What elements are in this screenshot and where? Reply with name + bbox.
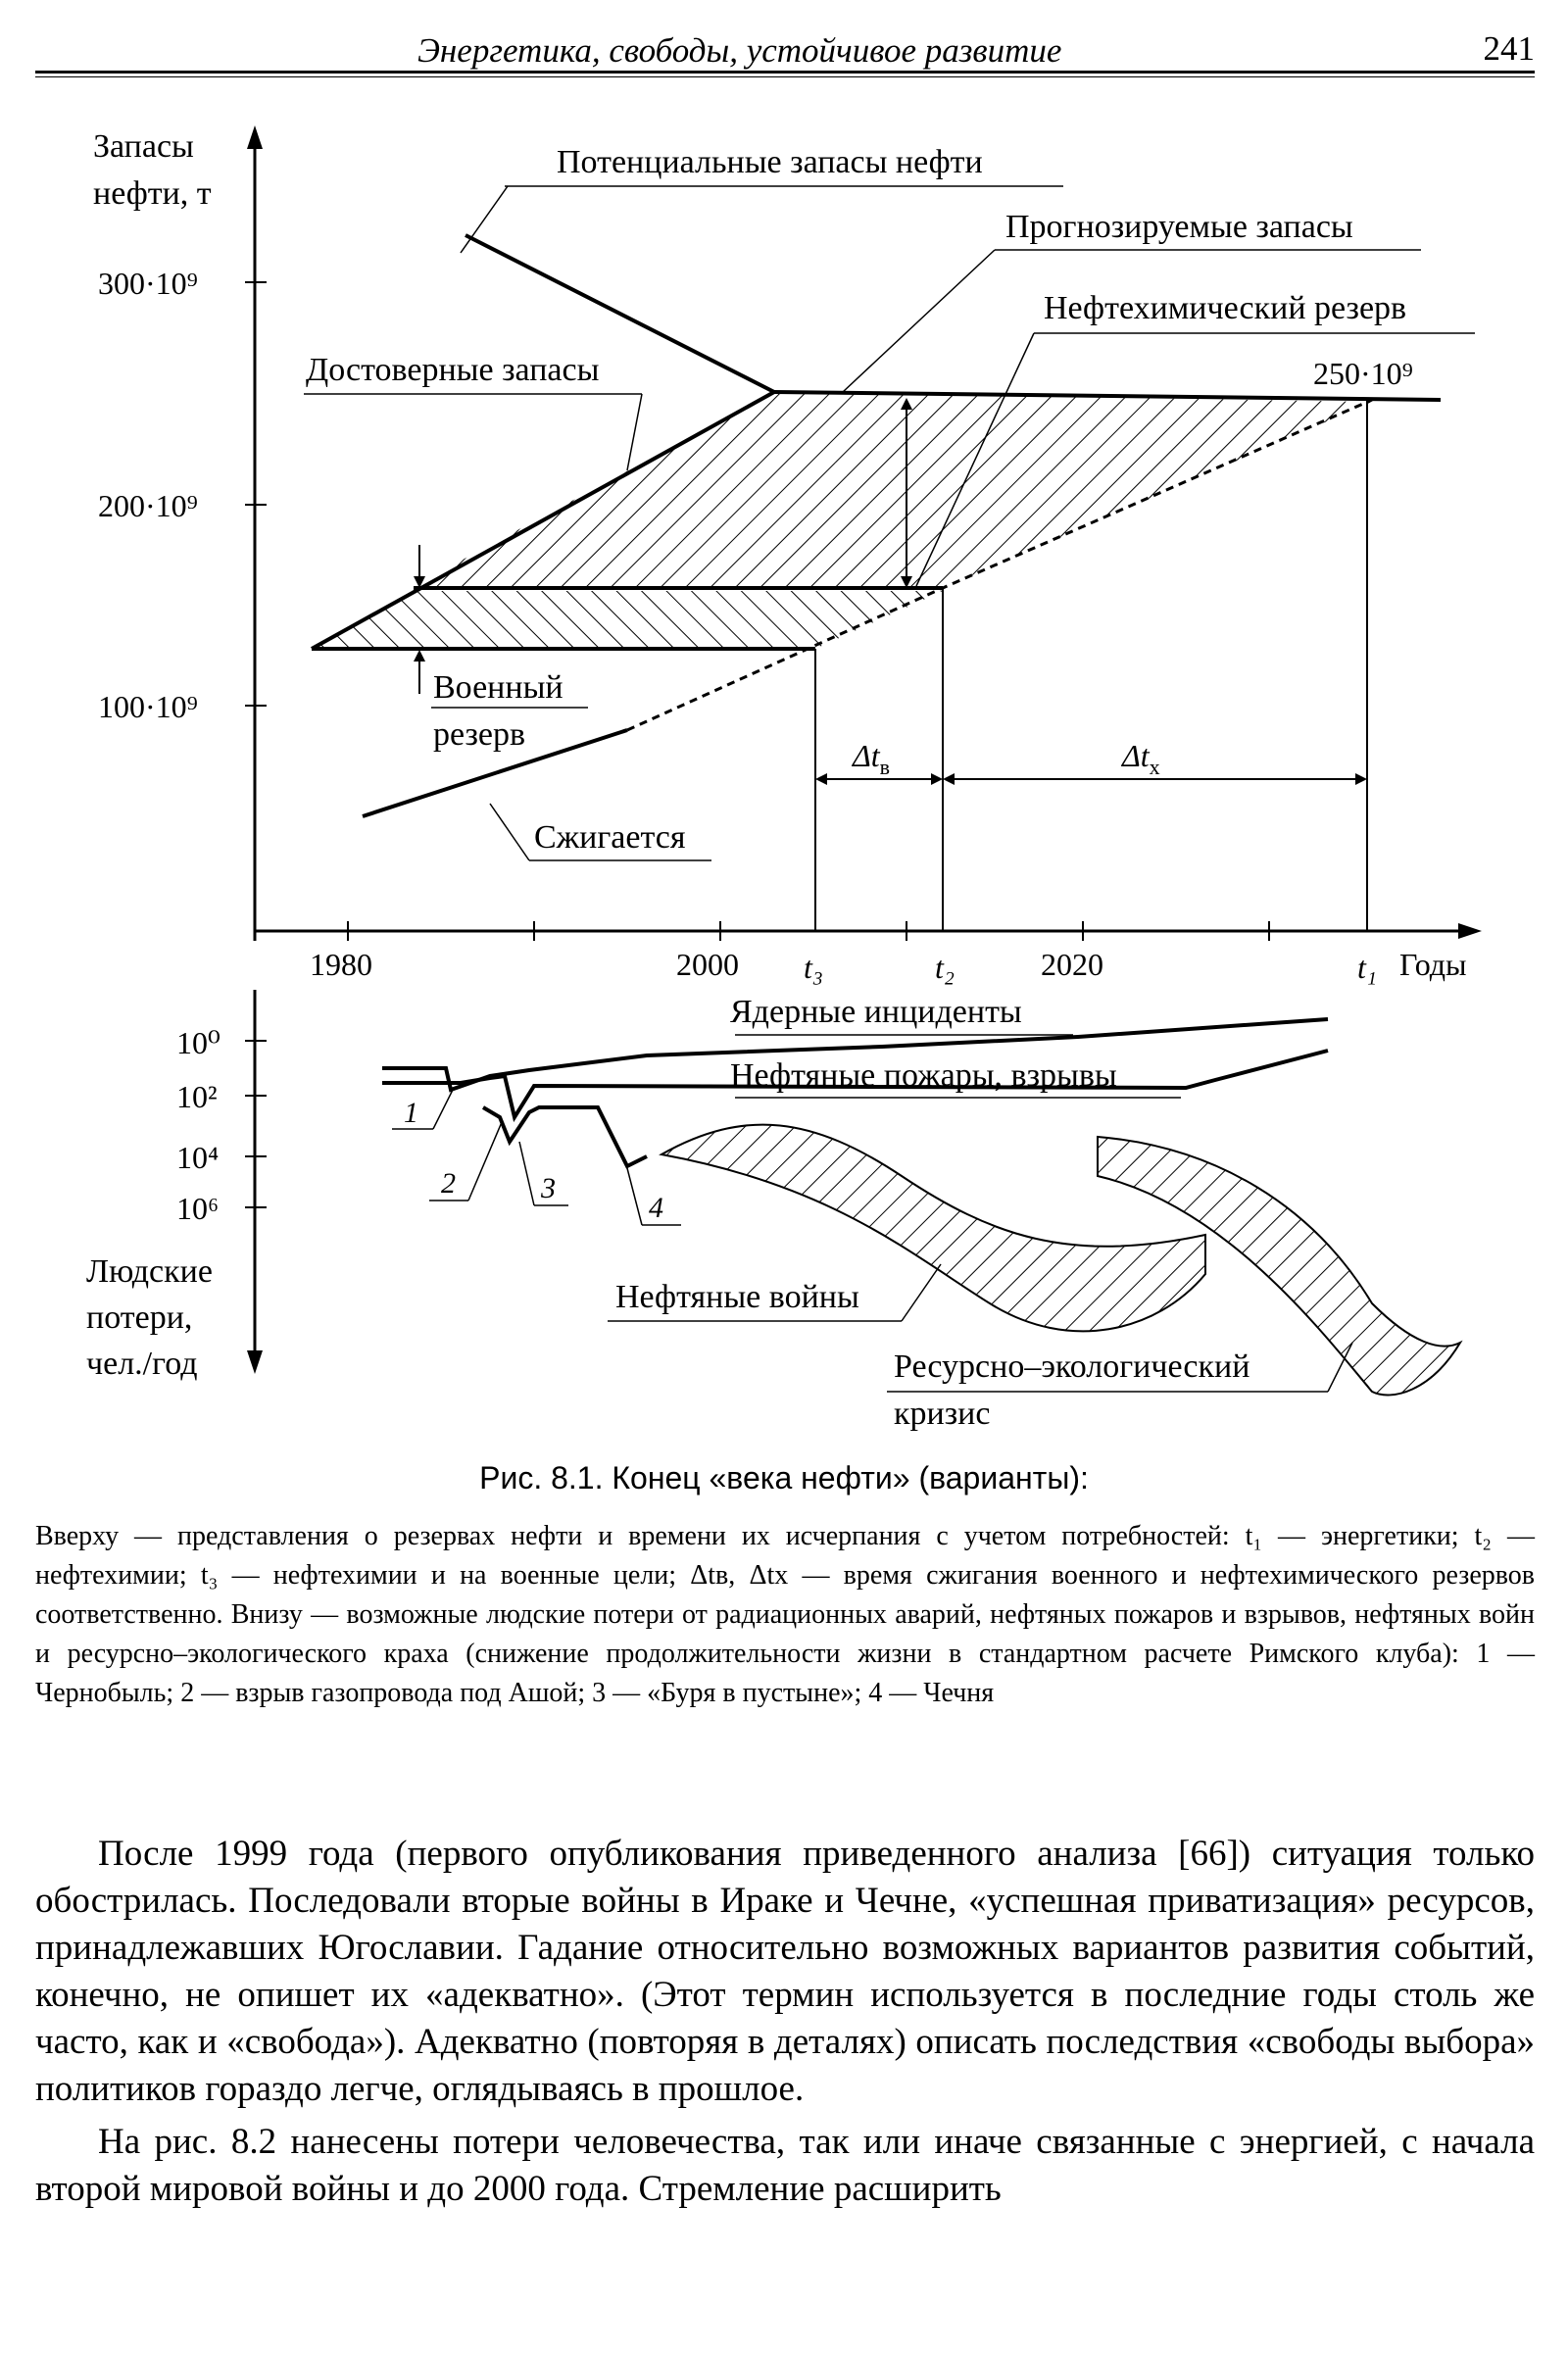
y-tick-label-200: 200·10⁹ <box>98 488 198 523</box>
label-military-2: резерв <box>433 716 526 753</box>
x-label-2020: 2020 <box>1041 947 1103 982</box>
marker-1: 1 <box>404 1097 418 1129</box>
loss-y-title-2: потери, <box>86 1299 193 1336</box>
paragraph-2: На рис. 8.2 нанесены потери человечества, так или иначе связанные с энергией, с начала второй мировой войны и до 2000 года. Стремление расширить <box>35 2122 1535 2209</box>
dt-b-label: $\Delta t_в$ <box>853 738 891 779</box>
x-label-2000: 2000 <box>676 947 739 982</box>
label-nuclear: Ядерные инциденты <box>730 994 1022 1030</box>
reliable-leader <box>627 394 642 470</box>
top-y-title-2: нефти, т <box>93 175 212 212</box>
label-crisis-1: Ресурсно–экологический <box>894 1348 1250 1385</box>
label-crisis-2: кризис <box>894 1396 991 1432</box>
x-label-t1: t₁ <box>1357 950 1378 985</box>
label-potential: Потенциальные запасы нефти <box>557 144 983 180</box>
marker3-leader <box>519 1142 534 1205</box>
wars-leader <box>902 1264 941 1321</box>
loss-tick-label-6: 10⁶ <box>176 1191 220 1226</box>
label-forecast: Прогнозируемые запасы <box>1005 209 1353 245</box>
y-tick-label-100: 100·10⁹ <box>98 689 198 724</box>
forecast-leader <box>843 250 995 392</box>
figure-8-1 <box>0 98 1568 1450</box>
marker-4: 4 <box>649 1192 663 1224</box>
x-label-1980: 1980 <box>310 947 372 982</box>
marker-3: 3 <box>541 1172 556 1204</box>
x-label-t2: t₂ <box>935 950 956 985</box>
label-wars: Нефтяные войны <box>615 1279 859 1315</box>
label-250: 250·10⁹ <box>1313 356 1413 391</box>
conflicts-line <box>483 1107 647 1166</box>
military-reserve-hatch <box>312 591 943 649</box>
loss-y-title-1: Людские <box>86 1253 213 1290</box>
label-military-1: Военный <box>433 669 564 706</box>
burned-leader <box>490 804 529 860</box>
page-number: 241 <box>1483 29 1535 68</box>
header-rule-thin <box>35 76 1535 77</box>
y-tick-label-300: 300·10⁹ <box>98 266 198 301</box>
label-burned: Сжигается <box>534 819 686 856</box>
marker1-leader <box>433 1090 453 1129</box>
x-axis-title: Годы <box>1399 947 1467 982</box>
loss-tick-label-4: 10⁴ <box>176 1140 220 1175</box>
loss-tick-label-0: 10⁰ <box>176 1025 220 1060</box>
dt-x-label: $\Delta t_х$ <box>1122 738 1160 779</box>
label-petrochem: Нефтехимический резерв <box>1044 290 1407 326</box>
figure-caption-body <box>35 1517 1535 1713</box>
figure-caption-title: Рис. 8.1. Конец «века нефти» (варианты): <box>479 1460 1089 1495</box>
top-x-arrow-icon <box>1458 923 1482 939</box>
loss-tick-label-2: 10² <box>176 1079 218 1114</box>
marker2-leader <box>468 1122 502 1201</box>
paragraph-1: После 1999 года (первого опубликования приведенного анализа [66]) ситуация только обострилась. Последовали вторые войны в Ираке и Чечне, «успешная приватизация» ресурсов, принадлежавших Югославии. Гадание относительно возможных вариантов развития событий, конечно, не опишет их «адекватно». (Этот термин используется в последние годы столь же часто, как и «свобода»). Адекватно (повторяя в деталях) описать последствия «свободы выбора» политиков гораздо легче, оглядываясь в прошлое. <box>35 1834 1535 2109</box>
marker4-leader <box>627 1168 642 1225</box>
top-y-title-1: Запасы <box>93 128 194 165</box>
caption-text: Вверху — представления о резервах нефти и времени их исчерпания с учетом потребностей: t₁ — энергетики; t₂ — нефтехимии; t₃ — нефтехимии и на военные цели; Δtв, Δtх — время сжигания военного и нефтехимического резервов соответственно. Внизу — возможные людские потери от радиационных аварий, нефтяных пожаров и взрывов, нефтяных войн и ресурсно–экологического краха (снижение продолжительности жизни в стандартном расчете Римского клуба): 1 — Чернобыль; 2 — взрыв газопровода под Ашой; 3 — «Буря в пустыне»; 4 — Чечня <box>35 1521 1535 1708</box>
x-label-t3: t₃ <box>804 950 824 985</box>
running-head-title: Энергетика, свободы, устойчивое развитие <box>417 31 1062 70</box>
bottom-y-arrow-icon <box>247 1350 263 1374</box>
header-rule <box>35 71 1535 74</box>
label-reliable: Достоверные запасы <box>306 352 600 388</box>
label-fires: Нефтяные пожары, взрывы <box>730 1057 1117 1094</box>
loss-y-title-3: чел./год <box>86 1346 198 1382</box>
marker-2: 2 <box>441 1167 456 1200</box>
top-y-arrow-icon <box>247 125 263 149</box>
body-text <box>35 1831 1535 2219</box>
